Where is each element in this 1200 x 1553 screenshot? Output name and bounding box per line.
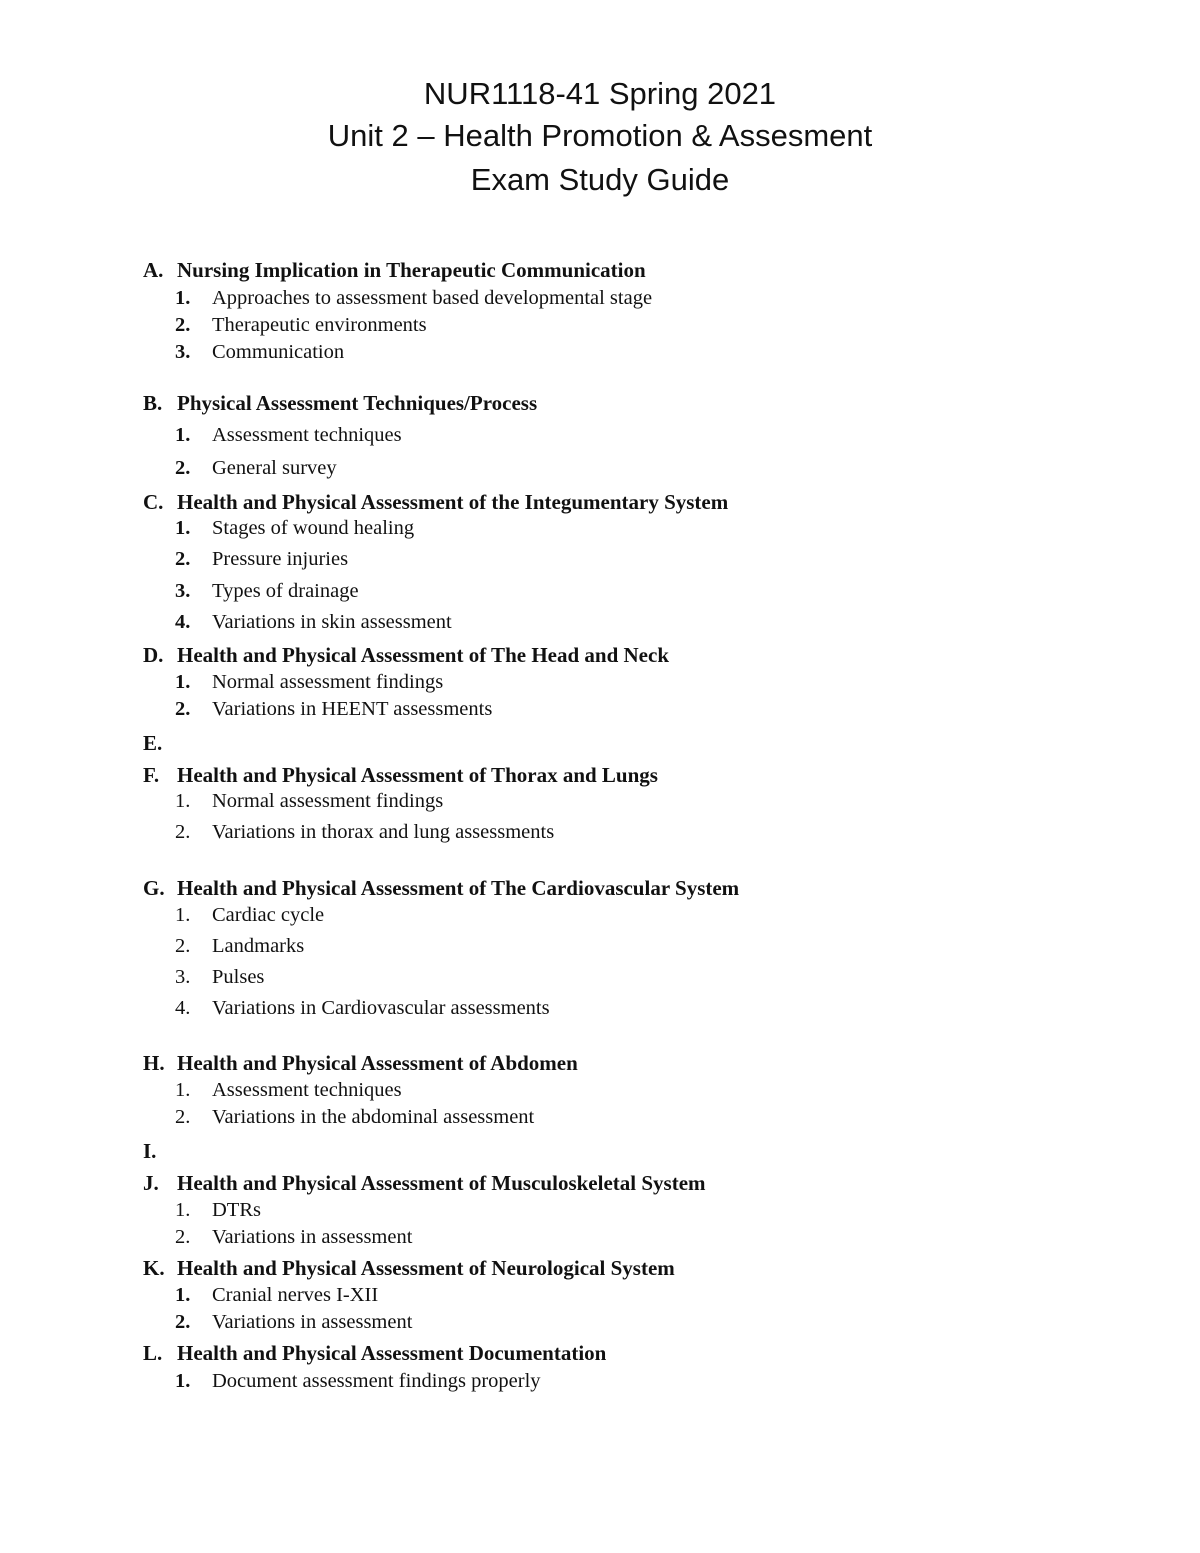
list-item <box>175 790 443 813</box>
list-item <box>175 1226 412 1249</box>
section-heading <box>143 643 669 668</box>
item-text: Variations in assessment <box>212 1311 413 1333</box>
item-text: Variations in assessment <box>212 1226 413 1248</box>
item-text: Assessment techniques <box>212 424 402 446</box>
list-item <box>175 1311 412 1334</box>
section-letter: F. <box>143 763 160 787</box>
item-number: 1. <box>175 1284 191 1306</box>
item-number: 4. <box>175 997 191 1019</box>
item-number: 1. <box>175 790 191 812</box>
item-number: 1. <box>175 1079 191 1101</box>
item-number: 3. <box>175 341 191 363</box>
item-number: 1. <box>175 517 191 539</box>
item-text: Normal assessment findings <box>212 671 444 693</box>
item-text: Stages of wound healing <box>212 517 415 539</box>
list-item <box>175 671 443 694</box>
list-item <box>175 580 359 603</box>
item-number: 2. <box>175 935 191 957</box>
item-text: Variations in thorax and lung assessments <box>212 821 555 843</box>
item-text: Approaches to assessment based developmental stage <box>212 287 653 309</box>
section-letter: A. <box>143 258 164 282</box>
section-letter: H. <box>143 1051 165 1075</box>
item-number: 1. <box>175 1370 191 1392</box>
item-text: Pressure injuries <box>212 548 349 570</box>
item-text: Variations in the abdominal assessment <box>212 1106 535 1128</box>
section-heading <box>143 1139 177 1164</box>
item-number: 3. <box>175 966 191 988</box>
list-item <box>175 997 550 1020</box>
list-item <box>175 966 264 989</box>
section-title: Health and Physical Assessment of The Cardiovascular System <box>177 876 740 900</box>
item-number: 2. <box>175 457 191 479</box>
item-text: Variations in HEENT assessments <box>212 698 493 720</box>
item-text: Landmarks <box>212 935 305 957</box>
section-title: Physical Assessment Techniques/Process <box>177 391 538 415</box>
list-item <box>175 287 652 310</box>
item-text: General survey <box>212 457 337 479</box>
item-number: 1. <box>175 424 191 446</box>
guide-title: Exam Study Guide <box>470 162 730 197</box>
item-text: Document assessment findings properly <box>212 1370 541 1392</box>
section-letter: G. <box>143 876 165 900</box>
section-letter: L. <box>143 1341 163 1365</box>
list-item <box>175 314 427 337</box>
item-number: 2. <box>175 548 191 570</box>
course-title: NUR1118-41 Spring 2021 <box>423 76 777 111</box>
unit-title: Unit 2 – Health Promotion & Assesment <box>327 118 873 153</box>
section-heading <box>143 391 537 416</box>
section-title: Nursing Implication in Therapeutic Communication <box>177 258 646 282</box>
section-letter: J. <box>143 1171 159 1195</box>
item-number: 2. <box>175 1106 191 1128</box>
list-item <box>175 1284 378 1307</box>
list-item <box>175 1370 541 1393</box>
section-heading <box>143 731 177 756</box>
item-number: 3. <box>175 580 191 602</box>
section-letter: I. <box>143 1139 157 1163</box>
list-item <box>175 1199 261 1222</box>
item-number: 1. <box>175 671 191 693</box>
item-number: 2. <box>175 1226 191 1248</box>
section-title: Health and Physical Assessment of Thorax and Lungs <box>177 763 658 787</box>
list-item <box>175 341 344 364</box>
item-number: 2. <box>175 698 191 720</box>
section-letter: K. <box>143 1256 165 1280</box>
list-item <box>175 935 304 958</box>
item-number: 2. <box>175 314 191 336</box>
list-item <box>175 611 452 634</box>
section-title: Health and Physical Assessment of the Integumentary System <box>177 490 729 514</box>
item-text: Communication <box>212 341 345 363</box>
item-number: 4. <box>175 611 191 633</box>
section-heading <box>143 876 739 901</box>
item-text: Variations in skin assessment <box>212 611 452 633</box>
section-letter: E. <box>143 731 163 755</box>
section-title: Health and Physical Assessment of Musculoskeletal System <box>177 1171 706 1195</box>
list-item <box>175 821 554 844</box>
section-heading <box>143 258 646 283</box>
list-item <box>175 1079 402 1102</box>
list-item <box>175 424 402 447</box>
section-title: Health and Physical Assessment of The Head and Neck <box>177 643 669 667</box>
item-number: 2. <box>175 1311 191 1333</box>
list-item <box>175 1106 534 1129</box>
section-heading <box>143 1256 675 1281</box>
item-text: Pulses <box>212 966 265 988</box>
section-title: Health and Physical Assessment Documentation <box>177 1341 607 1365</box>
section-heading <box>143 490 728 515</box>
section-heading <box>143 1171 706 1196</box>
item-text: Therapeutic environments <box>212 314 427 336</box>
list-item <box>175 517 414 540</box>
list-item <box>175 904 324 927</box>
section-title: Health and Physical Assessment of Abdomen <box>177 1051 578 1075</box>
item-number: 1. <box>175 904 191 926</box>
item-text: Cardiac cycle <box>212 904 325 926</box>
section-heading <box>143 1341 606 1366</box>
list-item <box>175 457 337 480</box>
item-number: 1. <box>175 287 191 309</box>
item-text: Normal assessment findings <box>212 790 444 812</box>
list-item <box>175 548 348 571</box>
section-heading <box>143 1051 578 1076</box>
section-heading <box>143 763 658 788</box>
section-letter: C. <box>143 490 164 514</box>
section-letter: B. <box>143 391 163 415</box>
list-item <box>175 698 492 721</box>
item-number: 2. <box>175 821 191 843</box>
item-text: Cranial nerves I-XII <box>212 1284 379 1306</box>
item-text: Types of drainage <box>212 580 359 602</box>
item-number: 1. <box>175 1199 191 1221</box>
item-text: DTRs <box>212 1199 261 1221</box>
section-title: Health and Physical Assessment of Neurological System <box>177 1256 675 1280</box>
section-letter: D. <box>143 643 164 667</box>
item-text: Variations in Cardiovascular assessments <box>212 997 550 1019</box>
item-text: Assessment techniques <box>212 1079 402 1101</box>
